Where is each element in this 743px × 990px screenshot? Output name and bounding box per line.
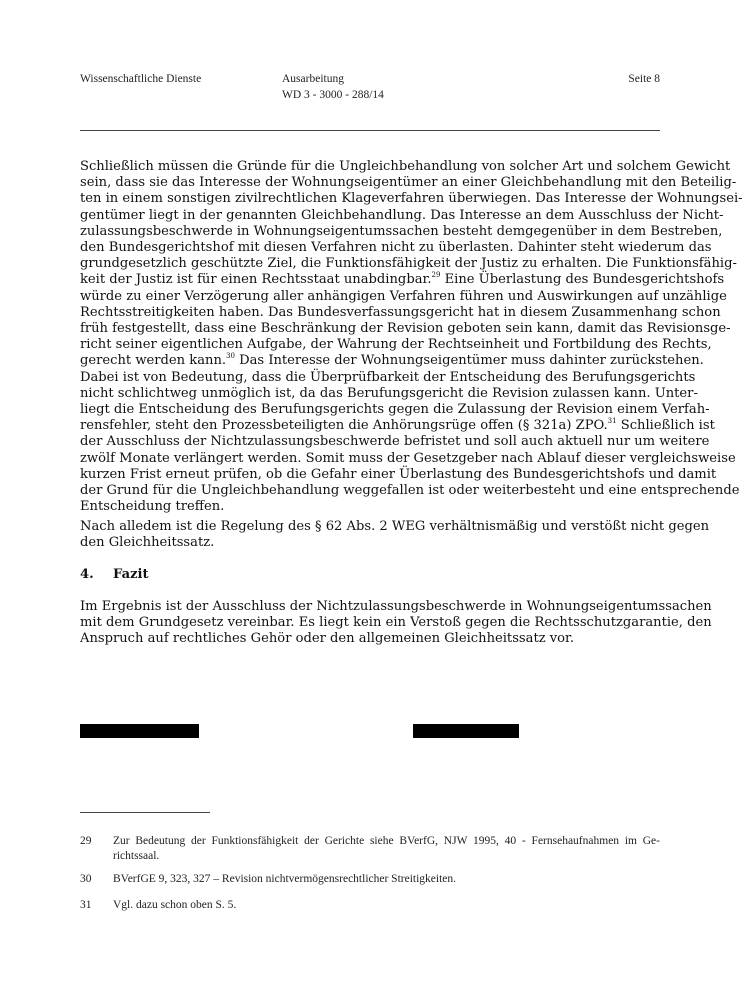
text-segment: Eine Überlastung des Bundesgerichtshofs xyxy=(440,272,725,288)
text-line: richt seiner eigentlichen Aufgabe, der Wahrung der Rechtseinheit und Fortbildung des Rechts, xyxy=(80,337,712,353)
text-line: der Ausschluss der Nichtzulassungsbeschwerde befristet und soll auch aktuell nur um weitere xyxy=(80,434,710,450)
text-line xyxy=(80,352,704,369)
section-title: Fazit xyxy=(113,567,149,582)
footnote-ref-29[interactable]: 29 xyxy=(431,271,441,280)
header-divider xyxy=(80,130,660,131)
section-number: 4. xyxy=(80,567,94,582)
footnote-number: 29 xyxy=(80,835,92,847)
text-segment: gerecht werden kann. xyxy=(80,353,227,369)
text-line: liegt die Entscheidung des Berufungsgerichts gegen die Zulassung der Revision einem Verfah- xyxy=(80,402,710,418)
text-line: Entscheidung treffen. xyxy=(80,499,225,515)
paragraph-fazit xyxy=(80,599,712,648)
text-line: nicht schlichtweg unmöglich ist, da das Berufungsgericht die Revision zulassen kann. Unter- xyxy=(80,385,698,401)
header-page-number: Seite 8 xyxy=(628,73,660,85)
text-line: BVerfGE 9, 323, 327 – Revision nichtvermögensrechtlicher Streitigkeiten. xyxy=(113,873,457,885)
text-line: Zur Bedeutung der Funktionsfähigkeit der Gerichte siehe BVerfG, NJW 1995, 40 - Fernsehaufnahmen im Ge- xyxy=(113,835,660,847)
text-line: gentümer liegt in der genannten Gleichbehandlung. Das Interesse an dem Ausschluss der Nicht- xyxy=(80,207,724,223)
text-line: ten in einem sonstigen zivilrechtlichen Klageverfahren überwiegen. Das Interesse der Wohnungsei- xyxy=(80,191,743,207)
text-line: zwölf Monate verlängert werden. Somit muss der Gesetzgeber nach Ablauf dieser vergleichsweise xyxy=(80,450,736,466)
redaction-bar-left xyxy=(80,724,199,738)
text-line: richtssaal. xyxy=(113,850,160,862)
text-segment: rensfehler, steht den Prozessbeteiligten die Anhörungsrüge offen (§ 321a) ZPO. xyxy=(80,418,608,434)
footnote-text xyxy=(113,834,660,864)
text-line: kurzen Frist erneut prüfen, ob die Gefahr einer Überlastung des Bundesgerichtshofs und damit xyxy=(80,466,717,482)
header-doc-number: WD 3 - 3000 - 288/14 xyxy=(282,89,384,101)
text-line: Vgl. dazu schon oben S. 5. xyxy=(113,899,237,911)
footnote-text xyxy=(113,872,660,887)
text-line: Dabei ist von Bedeutung, dass die Überprüfbarkeit der Entscheidung des Berufungsgerichts xyxy=(80,369,696,385)
text-segment: Das Interesse der Wohnungseigentümer muss dahinter zurückstehen. xyxy=(234,353,704,369)
text-line: Anspruch auf rechtliches Gehör oder den allgemeinen Gleichheitssatz vor. xyxy=(80,631,575,647)
redaction-bar-right xyxy=(413,724,519,738)
text-line: zulassungsbeschwerde in Wohnungseigentumssachen besteht demgegenüber in dem Bestreben, xyxy=(80,223,723,239)
text-segment: keit der Justiz ist für einen Rechtsstaat unabdingbar. xyxy=(80,272,432,288)
text-line xyxy=(80,271,725,288)
footnote-text xyxy=(113,898,660,913)
text-segment: Schließlich ist xyxy=(616,418,715,434)
paragraph-conclusion-equality xyxy=(80,519,710,551)
header-department: Wissenschaftliche Dienste xyxy=(80,73,202,85)
footnote-ref-31[interactable]: 31 xyxy=(607,417,617,426)
text-line: Nach alledem ist die Regelung des § 62 Abs. 2 WEG verhältnismäßig und verstößt nicht gegen xyxy=(80,519,710,534)
text-line: grundgesetzlich geschützte Ziel, die Funktionsfähigkeit der Justiz zu erhalten. Die Funktionsfähig- xyxy=(80,256,737,272)
text-line: mit dem Grundgesetz vereinbar. Es liegt kein ein Verstoß gegen die Rechtsschutzgarantie, den xyxy=(80,615,712,631)
text-line: den Bundesgerichtshof mit diesen Verfahren nicht zu überlasten. Dahinter steht wiederum das xyxy=(80,240,712,256)
footnote-divider xyxy=(80,812,210,813)
text-line: der Grund für die Ungleichbehandlung weggefallen ist oder weiterbesteht und eine entsprechende xyxy=(80,483,740,499)
text-line: den Gleichheitssatz. xyxy=(80,535,215,551)
footnote-ref-30[interactable]: 30 xyxy=(226,352,235,361)
text-line: Im Ergebnis ist der Ausschluss der Nichtzulassungsbeschwerde in Wohnungseigentumssachen xyxy=(80,599,712,614)
text-line: Schließlich müssen die Gründe für die Ungleichbehandlung von solcher Art und solchem Gewicht xyxy=(80,159,731,174)
text-line: würde zu einer Verzögerung aller anhängigen Verfahren führen und Auswirkungen auf unzählige xyxy=(80,288,727,304)
text-line xyxy=(80,417,715,434)
text-line: sein, dass sie das Interesse der Wohnungseigentümer an einer Gleichbehandlung mit den Beteilig- xyxy=(80,175,737,191)
footnote-number: 30 xyxy=(80,873,92,885)
footnote-number: 31 xyxy=(80,899,92,911)
header-doc-type: Ausarbeitung xyxy=(282,73,344,85)
header-document-id xyxy=(282,71,384,103)
text-line: Rechtsstreitigkeiten haben. Das Bundesverfassungsgericht hat in diesem Zusammenhang schon xyxy=(80,304,721,320)
text-line: früh festgestellt, dass eine Beschränkung der Revision geboten sein kann, damit das Revisionsge- xyxy=(80,321,731,337)
paragraph-proportionality xyxy=(80,159,743,515)
